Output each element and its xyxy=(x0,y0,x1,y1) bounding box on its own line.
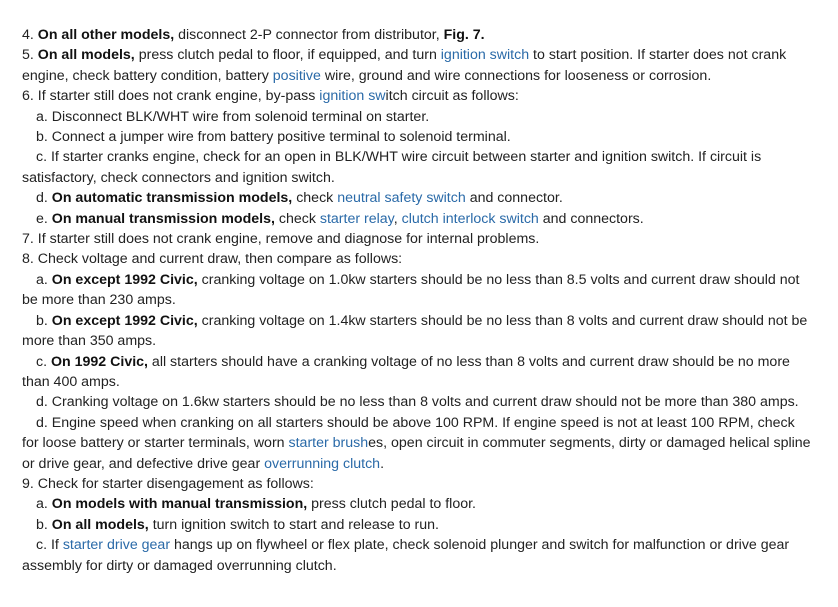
body-text: itch circuit as follows: xyxy=(385,88,519,105)
glossary-link[interactable]: ignition switch xyxy=(440,47,530,64)
body-text: hangs up on flywheel or flex plate, check solenoid plunger and switch for malfunction or drive gear assembly for dirty or damaged overrunning clutch. xyxy=(22,537,790,574)
body-text: press clutch pedal to floor. xyxy=(307,496,476,513)
emphasis-text: On except 1992 Civic, xyxy=(51,312,198,329)
sub-step-step-6e xyxy=(22,209,812,229)
document-body xyxy=(22,25,812,576)
step-step-7 xyxy=(22,229,812,249)
sub-step-step-6a xyxy=(22,107,812,127)
body-text: cranking voltage on 1.4kw starters should be no less than 8 volts and current draw should not be more than 350 amps. xyxy=(22,312,808,350)
emphasis-text: On except 1992 Civic, xyxy=(51,271,198,288)
body-text: cranking voltage on 1.0kw starters should be no less than 8.5 volts and current draw should not be more than 230 amps. xyxy=(22,271,800,309)
body-text: c. If starter cranks engine, check for an open in BLK/WHT wire circuit between starter and ignition switch. If circuit is satisfactory, check connectors and ignition switch. xyxy=(22,149,762,186)
emphasis-text: On all models, xyxy=(51,516,149,533)
body-text: es, open circuit in commuter segments, dirty or damaged helical spline or drive gear, and defective drive gear xyxy=(22,435,811,472)
glossary-link[interactable]: starter brush xyxy=(288,435,369,452)
body-text: and connector. xyxy=(465,190,563,207)
glossary-link[interactable]: positive xyxy=(272,67,321,84)
body-text: b. Connect a jumper wire from battery positive terminal to solenoid terminal. xyxy=(36,129,511,146)
step-step-8 xyxy=(22,249,812,269)
sub-step-step-6c xyxy=(22,147,812,188)
body-text: wire, ground and wire connections for looseness or corrosion. xyxy=(320,67,712,84)
body-text: , xyxy=(393,210,402,227)
body-text: b. xyxy=(36,516,52,533)
body-text: press clutch pedal to floor, if equipped, and turn xyxy=(134,47,441,64)
glossary-link[interactable]: clutch interlock switch xyxy=(401,210,539,227)
sub-step-step-9c xyxy=(22,535,812,576)
body-text: e. xyxy=(36,210,52,227)
body-text: d. Engine speed when cranking on all starters should be above 100 RPM. If engine speed is not at least 100 RPM, check for loose battery or starter terminals, worn xyxy=(22,414,795,452)
sub-step-step-9a xyxy=(22,494,812,514)
emphasis-text: On models with manual transmission, xyxy=(51,496,308,513)
emphasis-text: On all other models, xyxy=(37,27,175,43)
sub-step-step-8d1 xyxy=(22,392,812,412)
body-text: c. If xyxy=(36,537,63,554)
body-text: . xyxy=(380,455,385,472)
body-text: a. Disconnect BLK/WHT wire from solenoid terminal on starter. xyxy=(36,108,430,125)
sub-step-step-9b xyxy=(22,515,812,535)
body-text: turn ignition switch to start and release to run. xyxy=(148,516,439,533)
sub-step-step-8a xyxy=(22,270,812,311)
emphasis-text: On 1992 Civic, xyxy=(50,353,148,370)
glossary-link[interactable]: starter drive gear xyxy=(62,537,171,554)
body-text: a. xyxy=(36,496,52,513)
body-text: to start position. If starter does not crank engine, check battery condition, battery xyxy=(22,47,787,84)
emphasis-text: Fig. 7. xyxy=(443,27,485,43)
body-text: 6. If starter still does not crank engine, by-pass xyxy=(22,88,320,105)
body-text: 4. xyxy=(22,27,38,43)
glossary-link[interactable]: starter relay xyxy=(319,210,394,227)
body-text: check xyxy=(292,190,338,207)
step-step-4 xyxy=(22,25,812,45)
body-text: c. xyxy=(36,353,51,370)
glossary-link[interactable]: neutral safety switch xyxy=(337,190,466,207)
body-text: disconnect 2-P connector from distributor, xyxy=(174,27,444,43)
body-text: b. xyxy=(36,312,52,329)
step-step-9 xyxy=(22,474,812,494)
body-text: and connectors. xyxy=(538,210,644,227)
body-text: 7. If starter still does not crank engine, remove and diagnose for internal problems. xyxy=(22,231,540,248)
step-step-5 xyxy=(22,45,812,86)
body-text: 5. xyxy=(22,47,38,64)
body-text: 8. Check voltage and current draw, then compare as follows: xyxy=(22,251,403,268)
step-step-6 xyxy=(22,86,812,106)
sub-step-step-6d xyxy=(22,188,812,208)
body-text: a. xyxy=(36,271,52,288)
glossary-link[interactable]: ignition sw xyxy=(319,88,386,105)
sub-step-step-8d2 xyxy=(22,413,812,474)
body-text: d. xyxy=(36,190,52,207)
body-text: d. Cranking voltage on 1.6kw starters should be no less than 8 volts and current draw should not be more than 380 amps. xyxy=(36,394,799,411)
sub-step-step-8c xyxy=(22,352,812,393)
sub-step-step-8b xyxy=(22,311,812,352)
sub-step-step-6b xyxy=(22,127,812,147)
emphasis-text: On all models, xyxy=(37,47,135,64)
emphasis-text: On automatic transmission models, xyxy=(51,190,293,207)
body-text: all starters should have a cranking voltage of no less than 8 volts and current draw should be no more than 400 amps. xyxy=(22,353,790,390)
body-text: check xyxy=(274,210,320,227)
emphasis-text: On manual transmission models, xyxy=(51,210,275,227)
glossary-link[interactable]: overrunning clutch xyxy=(264,455,381,472)
body-text: 9. Check for starter disengagement as follows: xyxy=(22,475,314,492)
